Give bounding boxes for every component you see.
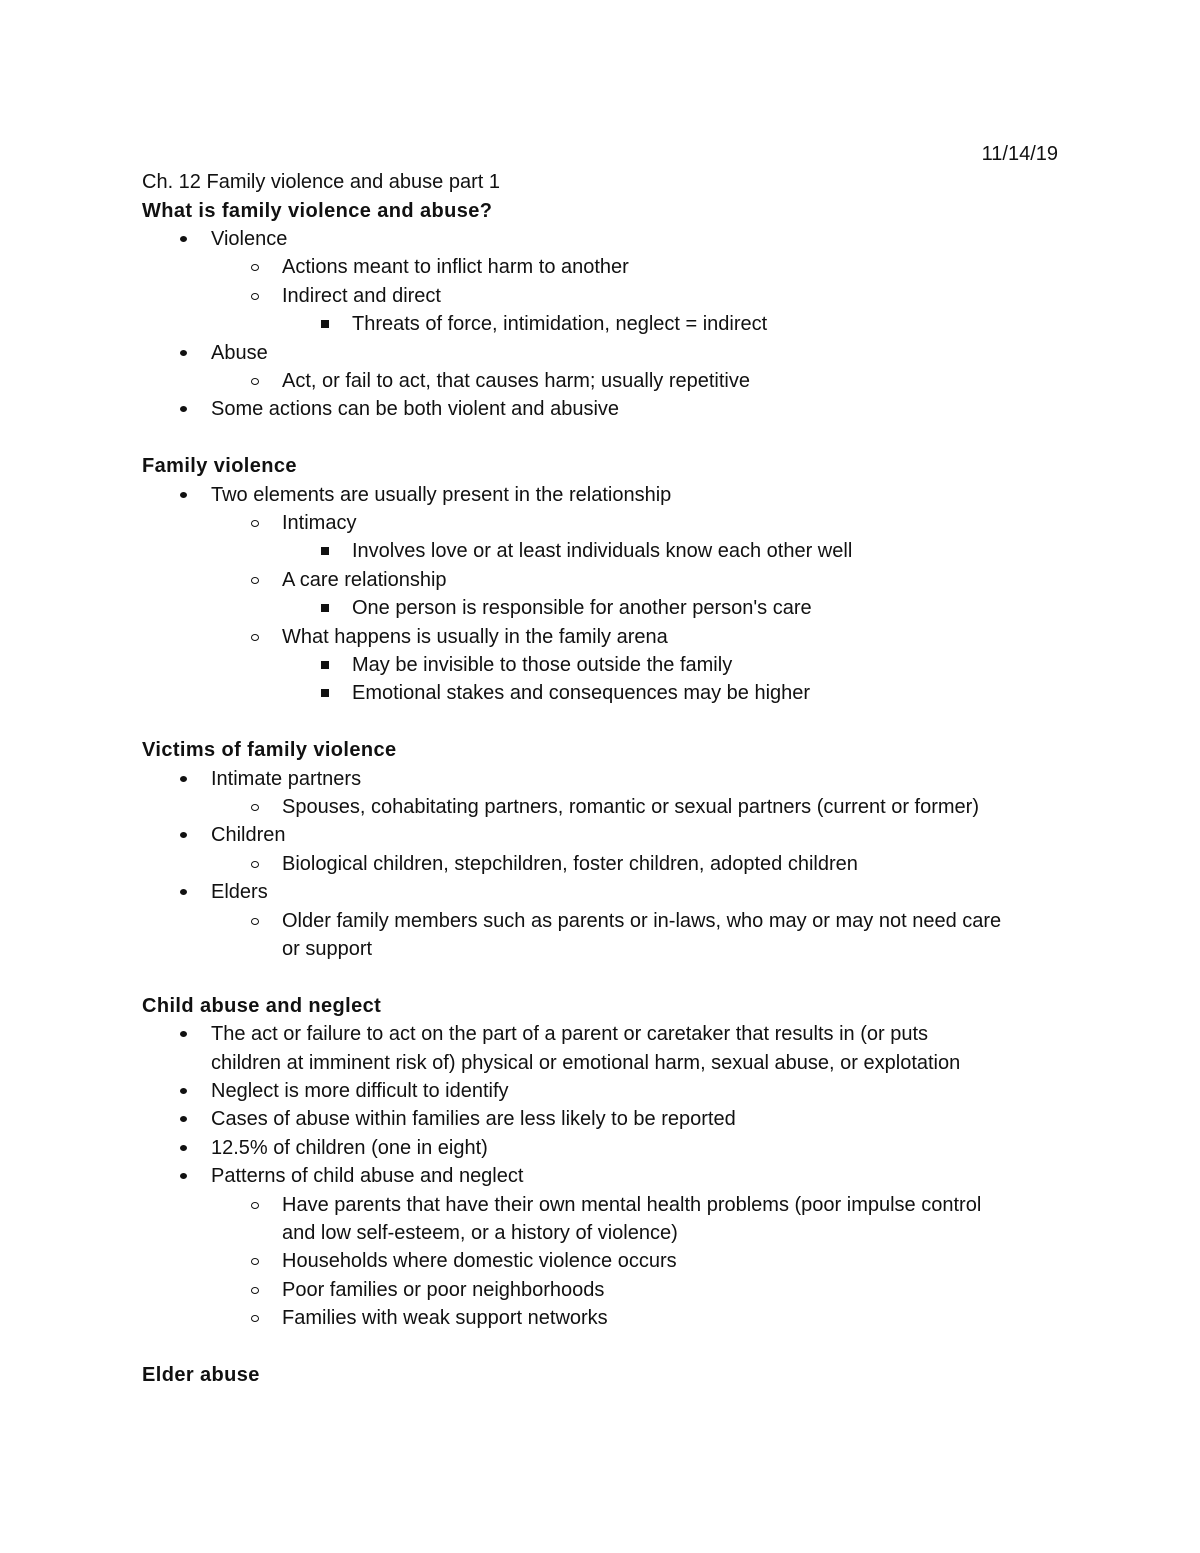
list-item-text: Two elements are usually present in the relationship [211,483,672,506]
disc-bullet-icon [175,395,195,423]
list-item-text: Have parents that have their own mental health problems (poor impulse control [282,1193,982,1216]
list-item-text: 12.5% of children (one in eight) [211,1136,488,1159]
list-item-text: Cases of abuse within families are less likely to be reported [211,1108,736,1131]
square-bullet-icon [316,537,336,565]
square-bullet-icon [316,594,336,622]
square-bullet-icon [316,310,336,338]
list-item-text: What happens is usually in the family arena [282,625,668,648]
list-item-text: Actions meant to inflict harm to another [282,256,629,279]
list-item-text: Threats of force, intimidation, neglect = indirect [352,313,768,336]
disc-bullet-icon [175,821,195,849]
disc-bullet-icon [175,339,195,367]
disc-bullet-icon [175,225,195,253]
list-item-text: Families with weak support networks [282,1307,608,1330]
circle-bullet-icon [246,253,266,281]
disc-bullet-icon [175,1162,195,1190]
list-item-text: Intimacy [282,511,357,534]
circle-bullet-icon [246,282,266,310]
circle-bullet-icon [246,850,266,878]
list-item-text: Some actions can be both violent and abusive [211,398,620,421]
list-item-text: Biological children, stepchildren, foster children, adopted children [282,852,858,875]
section-heading: What is family violence and abuse? [142,199,493,222]
list-item-text: A care relationship [282,568,447,591]
section-heading: Family violence [142,455,297,478]
list-item-text: Elders [211,881,268,904]
circle-bullet-icon [246,793,266,821]
list-item-text: Patterns of child abuse and neglect [211,1165,524,1188]
list-item-text: Children [211,824,286,847]
section-heading: Elder abuse [142,1363,260,1386]
list-item-text: Emotional stakes and consequences may be higher [352,682,811,705]
list-item-text: Neglect is more difficult to identify [211,1079,509,1102]
circle-bullet-icon [246,509,266,537]
note-title: Ch. 12 Family violence and abuse part 1 [142,171,500,193]
list-item-text: children at imminent risk of) physical or emotional harm, sexual abuse, or explotation [211,1051,961,1074]
circle-bullet-icon [246,907,266,935]
list-item-text: Indirect and direct [282,284,441,307]
list-item-text: Intimate partners [211,767,362,790]
disc-bullet-icon [175,1077,195,1105]
section-heading: Child abuse and neglect [142,994,382,1017]
circle-bullet-icon [246,1191,266,1219]
circle-bullet-icon [246,367,266,395]
list-item-text: One person is responsible for another person's care [352,597,812,620]
list-item-text: or support [282,937,373,960]
circle-bullet-icon [246,1276,266,1304]
disc-bullet-icon [175,481,195,509]
disc-bullet-icon [175,1020,195,1048]
circle-bullet-icon [246,566,266,594]
list-item-text: and low self-esteem, or a history of violence) [282,1221,678,1244]
list-item-text: Abuse [211,341,268,364]
list-item-text: Poor families or poor neighborhoods [282,1278,605,1301]
circle-bullet-icon [246,1304,266,1332]
circle-bullet-icon [246,623,266,651]
square-bullet-icon [316,651,336,679]
disc-bullet-icon [175,765,195,793]
disc-bullet-icon [175,878,195,906]
circle-bullet-icon [246,1247,266,1275]
list-item-text: Violence [211,227,288,250]
disc-bullet-icon [175,1134,195,1162]
square-bullet-icon [316,679,336,707]
note-date: 11/14/19 [981,143,1058,165]
list-item-text: Households where domestic violence occurs [282,1250,677,1273]
section-heading: Victims of family violence [142,739,397,762]
list-item-text: May be invisible to those outside the family [352,653,733,676]
list-item-text: Act, or fail to act, that causes harm; usually repetitive [282,369,750,392]
list-item-text: Older family members such as parents or in-laws, who may or may not need care [282,909,1002,932]
disc-bullet-icon [175,1105,195,1133]
list-item-text: Spouses, cohabitating partners, romantic or sexual partners (current or former) [282,795,979,818]
list-item-text: Involves love or at least individuals know each other well [352,540,853,563]
list-item-text: The act or failure to act on the part of a parent or caretaker that results in (or puts [211,1023,929,1046]
